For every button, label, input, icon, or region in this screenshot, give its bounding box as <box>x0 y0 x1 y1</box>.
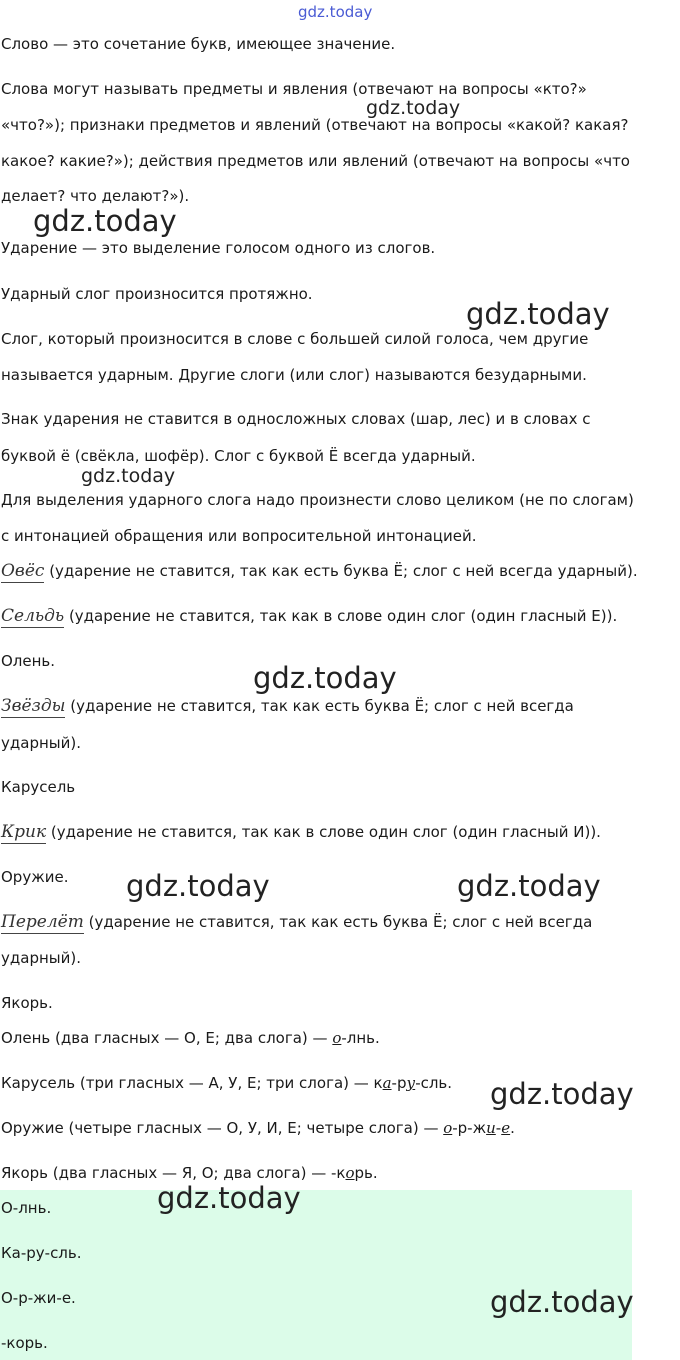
word-note: (ударение не ставится, так как в слове один слог (один гласный Е)). <box>64 607 618 625</box>
syllable-text: -лнь. <box>341 1029 380 1047</box>
word-note: (ударение не ставится, так как есть буква Ё; слог с ней всегда <box>83 913 593 931</box>
text-line: Слова могут называть предметы и явления (отвечают на вопросы «кто?» <box>1 80 587 98</box>
text-line: Ударный слог произносится протяжно. <box>1 285 313 303</box>
syllable-text: - <box>495 1119 502 1137</box>
watermark: gdz.today <box>81 465 176 487</box>
syllable-text: Якорь (два гласных — Я, О; два слога) — -к <box>1 1164 346 1182</box>
handwritten-word: Перелёт <box>1 912 84 932</box>
text-line: Слог, который произносится в слове с большей силой голоса, чем другие <box>1 330 589 348</box>
word-note: (ударение не ставится, так как есть буква Ё; слог с ней всегда <box>65 697 574 715</box>
word-note-cont: ударный). <box>1 949 81 967</box>
word-entry <box>1 696 574 716</box>
text-line: Ударение — это выделение голосом одного из слогов. <box>1 239 436 257</box>
text-line: с интонацией обращения или вопросительной интонацией. <box>1 527 477 545</box>
watermark: gdz.today <box>490 1285 634 1319</box>
watermark: gdz.today <box>157 1181 301 1215</box>
syllable-text: -р <box>391 1074 407 1092</box>
syllable-text: -сль. <box>415 1074 453 1092</box>
syllable-text: -р-ж <box>452 1119 487 1137</box>
text-line: делает? что делают?»). <box>1 187 190 205</box>
word-entry: Якорь. <box>1 994 53 1012</box>
watermark: gdz.today <box>457 869 601 903</box>
text-line: Слово — это сочетание букв, имеющее значение. <box>1 35 396 53</box>
watermark: gdz.today <box>466 297 610 331</box>
handwritten-word: Овёс <box>1 561 45 581</box>
word-note: (ударение не ставится, так как в слове один слог (один гласный И)). <box>46 823 601 841</box>
word-entry <box>1 606 617 626</box>
text-line: Знак ударения не ставится в односложных словах (шар, лес) и в словах с <box>1 410 591 428</box>
text-line: называется ударным. Другие слоги (или слог) называются безударными. <box>1 366 587 384</box>
watermark: gdz.today <box>253 661 397 695</box>
syllable-text: Олень (два гласных — О, Е; два слога) — <box>1 1029 333 1047</box>
answer-line: О-р-жи-е. <box>1 1289 76 1307</box>
vowel-mark: у <box>406 1074 416 1092</box>
word-entry: Оружие. <box>1 868 69 886</box>
answer-line: Ка-ру-сль. <box>1 1244 82 1262</box>
word-entry <box>1 561 638 581</box>
syllable-text: Оружие (четыре гласных — О, У, И, Е; четыре слога) — <box>1 1119 444 1137</box>
vowel-mark: е <box>501 1119 511 1137</box>
answer-box <box>0 1190 632 1360</box>
vowel-mark: о <box>345 1164 355 1182</box>
word-note: (ударение не ставится, так как есть буква Ё; слог с ней всегда ударный). <box>44 562 638 580</box>
vowel-mark: о <box>443 1119 453 1137</box>
vowel-mark: о <box>332 1029 342 1047</box>
syllable-line <box>1 1163 378 1183</box>
text-line: буквой ё (свёкла, шофёр). Слог с буквой Ё всегда ударный. <box>1 447 476 465</box>
answer-line: О-лнь. <box>1 1199 52 1217</box>
word-note-cont: ударный). <box>1 734 81 752</box>
vowel-mark: а <box>382 1074 392 1092</box>
syllable-line <box>1 1118 515 1138</box>
watermark: gdz.today <box>366 97 461 119</box>
handwritten-word: Крик <box>1 822 47 842</box>
handwritten-word: Звёзды <box>1 696 66 716</box>
word-entry: Олень. <box>1 652 56 670</box>
syllable-text: Карусель (три гласных — А, У, Е; три слога) — к <box>1 1074 383 1092</box>
word-entry: Карусель <box>1 778 76 796</box>
syllable-text: рь. <box>354 1164 378 1182</box>
syllable-line <box>1 1073 452 1093</box>
syllable-line <box>1 1028 380 1048</box>
word-entry <box>1 912 592 932</box>
watermark: gdz.today <box>126 869 270 903</box>
word-entry <box>1 822 601 842</box>
text-line: какое? какие?»); действия предметов или явлений (отвечают на вопросы «что <box>1 152 630 170</box>
vowel-mark: и <box>486 1119 496 1137</box>
answer-line: -корь. <box>1 1334 48 1352</box>
watermark: gdz.today <box>490 1077 634 1111</box>
watermark: gdz.today <box>33 204 177 238</box>
text-line: Для выделения ударного слога надо произнести слово целиком (не по слогам) <box>1 491 634 509</box>
handwritten-word: Сельдь <box>1 606 65 626</box>
watermark: gdz.today <box>298 3 373 21</box>
text-line: «что?»); признаки предметов и явлений (отвечают на вопросы «какой? какая? <box>1 116 629 134</box>
syllable-text: . <box>510 1119 515 1137</box>
